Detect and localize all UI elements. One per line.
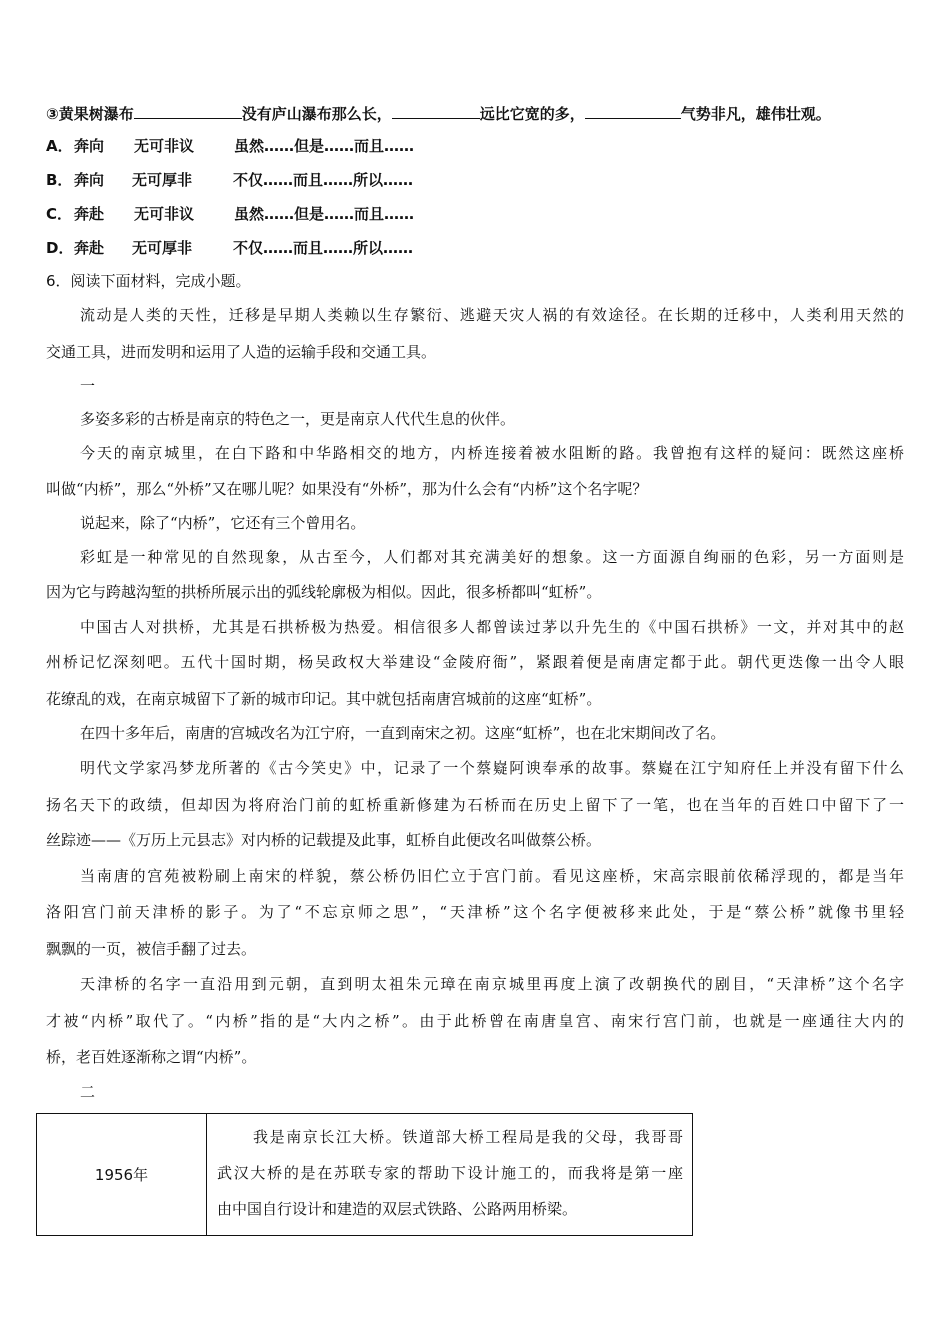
passage-line: 当南唐的宫苑被粉刷上南宋的样貌，蔡公桥仍旧伫立于宫门前。看见这座桥，宋高宗眼前依稀浮现的，都是当年 [80,867,904,885]
passage-line: 交通工具，进而发明和运用了人造的运输手段和交通工具。 [46,343,437,361]
answer-blank-2 [392,102,480,119]
option-word-2: 无可厚非 [132,239,193,257]
table-line: 由中国自行设计和建造的双层式铁路、公路两用桥梁。 [217,1200,578,1218]
table-line: 我是南京长江大桥。铁道部大桥工程局是我的父母，我哥哥 [253,1128,683,1146]
passage-line: 多姿多彩的古桥是南京的特色之一，更是南京人代代生息的伙伴。 [80,410,516,428]
option-word-3: 虽然……但是……而且…… [234,205,415,223]
passage-line: 说起来，除了“内桥”，它还有三个曾用名。 [80,514,366,532]
option-letter: B． [46,171,73,189]
item3-part-b: 没有庐山瀑布那么长， [241,105,392,123]
passage-line: 流动是人类的天性，迁移是早期人类赖以生存繁衍、逃避天灾人祸的有效途径。在长期的迁移中，人类利用天然的 [80,306,904,324]
passage-line: 洛阳宫门前天津桥的影子。为了“不忘京师之思”，“天津桥”这个名字便被移来此处，于是“蔡公桥”就像书里轻 [46,903,904,921]
option-word-1: 奔赴 [74,239,105,257]
passage-line: 天津桥的名字一直沿用到元朝，直到明太祖朱元璋在南京城里再度上演了改朝换代的剧目，“天津桥”这个名字 [80,975,904,993]
passage-line: 因为它与跨越沟堑的拱桥所展示出的弧线轮廓极为相似。因此，很多桥都叫“虹桥”。 [46,583,602,601]
passage-line: 彩虹是一种常见的自然现象，从古至今，人们都对其充满美好的想象。这一方面源自绚丽的色彩，另一方面则是 [80,548,904,566]
passage-line: 花缭乱的戏，在南京城留下了新的城市印记。其中就包括南唐宫城前的这座“虹桥”。 [46,690,602,708]
option-word-2: 无可非议 [134,205,195,223]
description-cell [207,1114,693,1236]
timeline-table [36,1113,693,1236]
option-word-1: 奔赴 [74,205,105,223]
option-word-2: 无可非议 [134,137,195,155]
passage-line: 中国古人对拱桥，尤其是石拱桥极为热爱。相信很多人都曾读过茅以升先生的《中国石拱桥》一文，并对其中的赵 [80,618,904,636]
passage-line: 明代文学家冯梦龙所著的《古今笑史》中，记录了一个蔡嶷阿谀奉承的故事。蔡嶷在江宁知府任上并没有留下什么 [80,759,904,777]
section-heading-1: 一 [80,377,96,395]
passage-line: 叫做“内桥”，那么“外桥”又在哪儿呢？如果没有“外桥”，那为什么会有“内桥”这个名字呢？ [46,480,648,498]
option-letter: A． [46,137,73,155]
passage-line: 丝踪迹——《万历上元县志》对内桥的记载提及此事，虹桥自此便改名叫做蔡公桥。 [46,831,602,849]
passage-line: 州桥记忆深刻吧。五代十国时期，杨吴政权大举建设“金陵府衙”，紧跟着便是南唐定都于此。朝代更迭像一出令人眼 [46,653,904,671]
section-heading-2: 二 [80,1083,96,1101]
option-word-1: 奔向 [74,137,105,155]
year-cell [37,1114,207,1236]
item3-part-c: 远比它宽的多， [479,105,585,123]
option-word-3: 虽然……但是……而且…… [234,137,415,155]
item3-part-a: ③黄果树瀑布 [46,105,134,123]
passage-line: 飘飘的一页，被信手翻了过去。 [46,940,257,958]
passage-line: 今天的南京城里，在白下路和中华路相交的地方，内桥连接着被水阻断的路。我曾抱有这样的疑问：既然这座桥 [80,444,904,462]
question6-prompt: 6．阅读下面材料，完成小题。 [46,272,251,290]
passage-line: 在四十多年后，南唐的宫城改名为江宁府，一直到南宋之初。这座“虹桥”，也在北宋期间改了名。 [80,724,726,742]
passage-line: 才被“内桥”取代了。“内桥”指的是“大内之桥”。由于此桥曾在南唐皇宫、南宋行宫门前，也就是一座通往大内的 [46,1012,904,1030]
passage-line: 扬名天下的政绩，但却因为将府治门前的虹桥重新修建为石桥而在历史上留下了一笔，也在当年的百姓口中留下了一 [46,796,904,814]
table-line: 武汉大桥的是在苏联专家的帮助下设计施工的，而我将是第一座 [217,1164,683,1182]
year-label: 1956年 [94,1166,149,1184]
option-word-3: 不仅……而且……所以…… [233,171,414,189]
table-row [37,1114,693,1236]
option-word-1: 奔向 [74,171,105,189]
option-word-3: 不仅……而且……所以…… [233,239,414,257]
passage-line: 桥，老百姓逐渐称之谓“内桥”。 [46,1048,257,1066]
item3-part-d: 气势非凡，雄伟壮观。 [680,105,831,123]
option-letter: C． [46,205,73,223]
option-letter: D． [46,239,74,257]
option-word-2: 无可厚非 [132,171,193,189]
question5-item3 [46,102,831,124]
answer-blank-1 [134,102,242,119]
answer-blank-3 [585,102,681,119]
